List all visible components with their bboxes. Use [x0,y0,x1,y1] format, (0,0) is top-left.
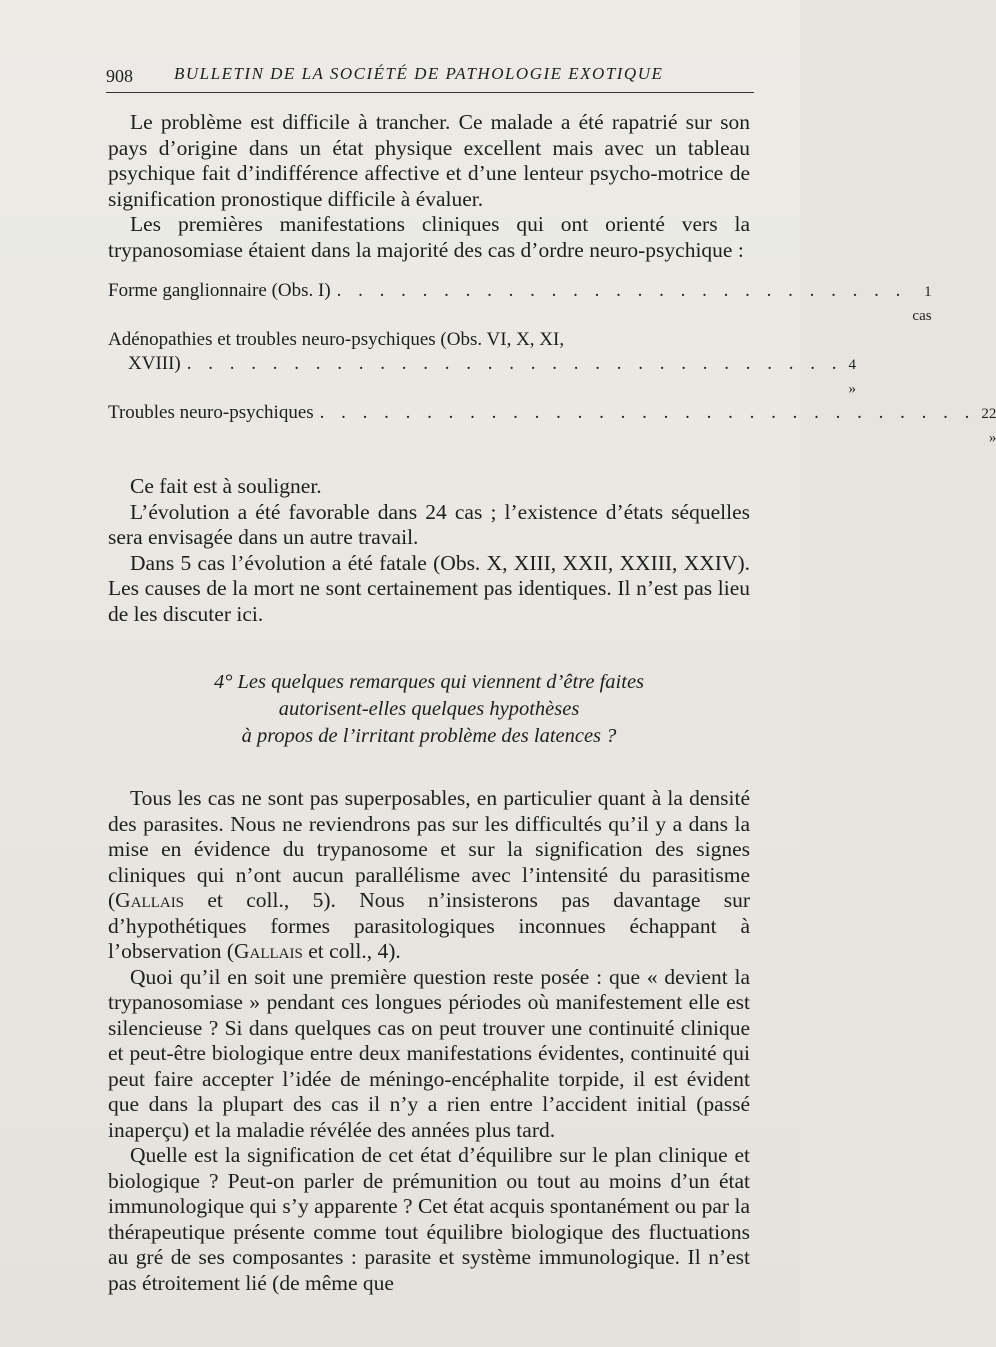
case-count: 1 cas [912,284,932,324]
case-label: Adénopathies et troubles neuro-psychiques (Obs. VI, X, XI, [108,329,565,350]
case-label: Forme ganglionnaire (Obs. I) [108,280,331,301]
case-count: 4 » [848,357,857,397]
paragraph-text: et coll., 5). Nous n’insisterons pas davantage sur d’hypothétiques formes parasitologiques inconnues échappant à l’observation ( [108,888,750,963]
running-header [106,60,756,90]
paragraph: Les premières manifestations cliniques qui ont orienté vers la trypanosomiase étaient dans la majorité des cas d’ordre neuro-psychique : [108,212,750,262]
list-item [108,279,932,328]
author-citation: Gallais [233,939,303,963]
list-item [108,352,857,401]
section-heading-line: 4° Les quelques remarques qui viennent d’être faites [213,671,645,693]
case-list [108,279,996,450]
author-citation: Gallais [115,888,185,912]
case-label: Troubles neuro-psychiques [108,402,314,423]
paragraph-text: Tous les cas ne sont pas superposables, en particulier quant à la densité des parasites. Nous ne reviendrons pas sur les difficultés qu’il y a dans la mise en évidence du trypanosome et sur la signification des signes cliniques qui n’ont aucun parallélisme avec l’intensité du parasitisme ( [108,786,750,912]
leader-dots: . . . . . . . . . . . . . . . . . . . . . . . . . . . [336,280,907,301]
leader-dots: . . . . . . . . . . . . . . . . . . . . . . . . . . . . . . . [186,353,843,374]
paragraph: Dans 5 cas l’évolution a été fatale (Obs. X, XIII, XXII, XXIII, XXIV). Les causes de la mort ne sont certainement pas identiques. Il n’est pas lieu de les discuter ici. [108,550,750,626]
journal-title: BULLETIN DE LA SOCIÉTÉ DE PATHOLOGIE EXOTIQUE [174,64,664,83]
paragraph-text: et coll., 4). [302,939,401,963]
paragraph [108,786,750,965]
section-heading [108,669,750,750]
paragraph: Quelle est la signification de cet état d’équilibre sur le plan clinique et biologique ? Peut-on parler de prémunition ou tout au moins d’un état immunologique qui s’y apparente ? Cet état acquis spontanément ou par la thérapeutique présente comme tout équilibre biologique des fluctuations au gré de ses composantes : parasite et système immunologique. Il n’est pas étroitement lié (de même que [108,1143,750,1295]
leader-dots: . . . . . . . . . . . . . . . . . . . . . . . . . . . . . . . [319,402,976,423]
paragraph: L’évolution a été favorable dans 24 cas ; l’existence d’états séquelles sera envisagée dans un autre travail. [108,499,750,549]
section-heading-line: autorisent-elles quelques hypothèses [278,698,580,720]
paragraph: Le problème est difficile à trancher. Ce malade a été rapatrié sur son pays d’origine dans un état physique excellent mais avec un tableau psychique fait d’indifférence affective et d’une lenteur psycho-motrice de signification pronostique difficile à évaluer. [108,110,750,211]
section-heading-line: à propos de l’irritant problème des latences ? [241,725,617,747]
list-item [108,328,750,352]
case-count: 22 » [981,406,996,446]
list-item [108,401,996,450]
case-label: XVIII) [128,353,181,374]
paragraph: Quoi qu’il en soit une première question reste posée : que « devient la trypanosomiase » pendant ces longues périodes où manifestement elle est silencieuse ? Si dans quelques cas on peut trouver une continuité clinique et peut-être biologique entre deux manifestations évidentes, continuité qui peut faire accepter l’idée de méningo-encéphalite torpide, il est évident que dans la plupart des cas il n’y a rien entre l’accident initial (passé inaperçu) et la maladie révélée des années plus tard. [108,964,750,1142]
page-number: 908 [106,66,133,86]
header-rule [106,92,754,93]
paragraph: Ce fait est à souligner. [130,474,322,498]
page-body [108,110,996,1296]
